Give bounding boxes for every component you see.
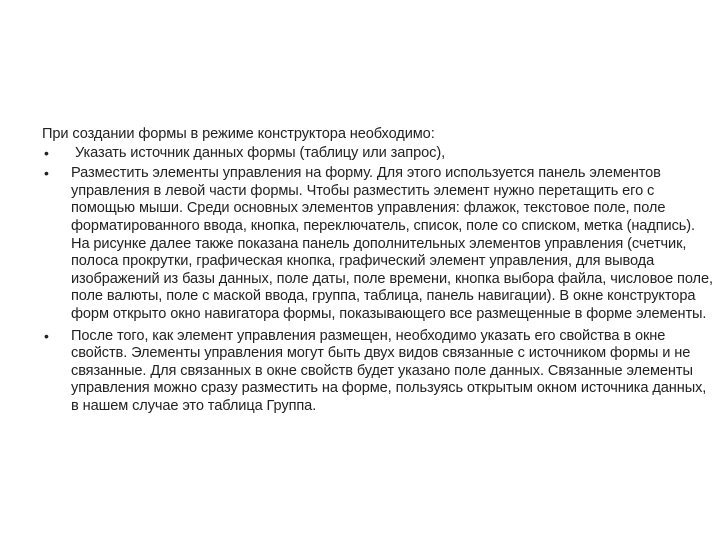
bullet-icon: • [44,327,49,344]
list-item [42,145,714,163]
bullet-icon: • [44,144,49,161]
bullet-text: Указать источник данных формы (таблицу или запрос), [75,144,446,161]
bullet-icon: • [44,165,49,182]
list-item [42,328,714,416]
bullet-text: После того, как элемент управления размещен, необходимо указать его свойства в окне свойств. Элементы управления могут быть двух видов связанные с источником формы и не связанные. Для связанных в окне свойств будет указано поле данных. Связанные элементы управления можно сразу разместить на форме, пользуясь открытым окном источника данных, в нашем случае это таблица Группа. [71,327,707,414]
bullet-text: Разместить элементы управления на форму. Для этого используется панель элементов управления в левой части формы. Чтобы разместить элемент нужно перетащить его с помощью мыши. Среди основных элементов управления: флажок, текстовое поле, поле форматированного ввода, кнопка, переключатель, список, поле со списком, метка (надпись). На рисунке далее также показана панель дополнительных элементов управления (счетчик, полоса прокрутки, графическая кнопка, графический элемент управления, для вывода изображений из базы данных, поле даты, поле времени, кнопка выбора файла, числовое поле, поле валюты, поле с маской ввода, группа, таблица, панель навигации). В окне конструктора форм открыто окно навигатора формы, показывающего все размещенные в форме элементы. [71,165,713,322]
slide-body-text [42,126,714,419]
list-item [42,165,714,323]
bullet-list [42,145,714,416]
intro-paragraph: При создании формы в режиме конструктора необходимо: [42,126,435,142]
